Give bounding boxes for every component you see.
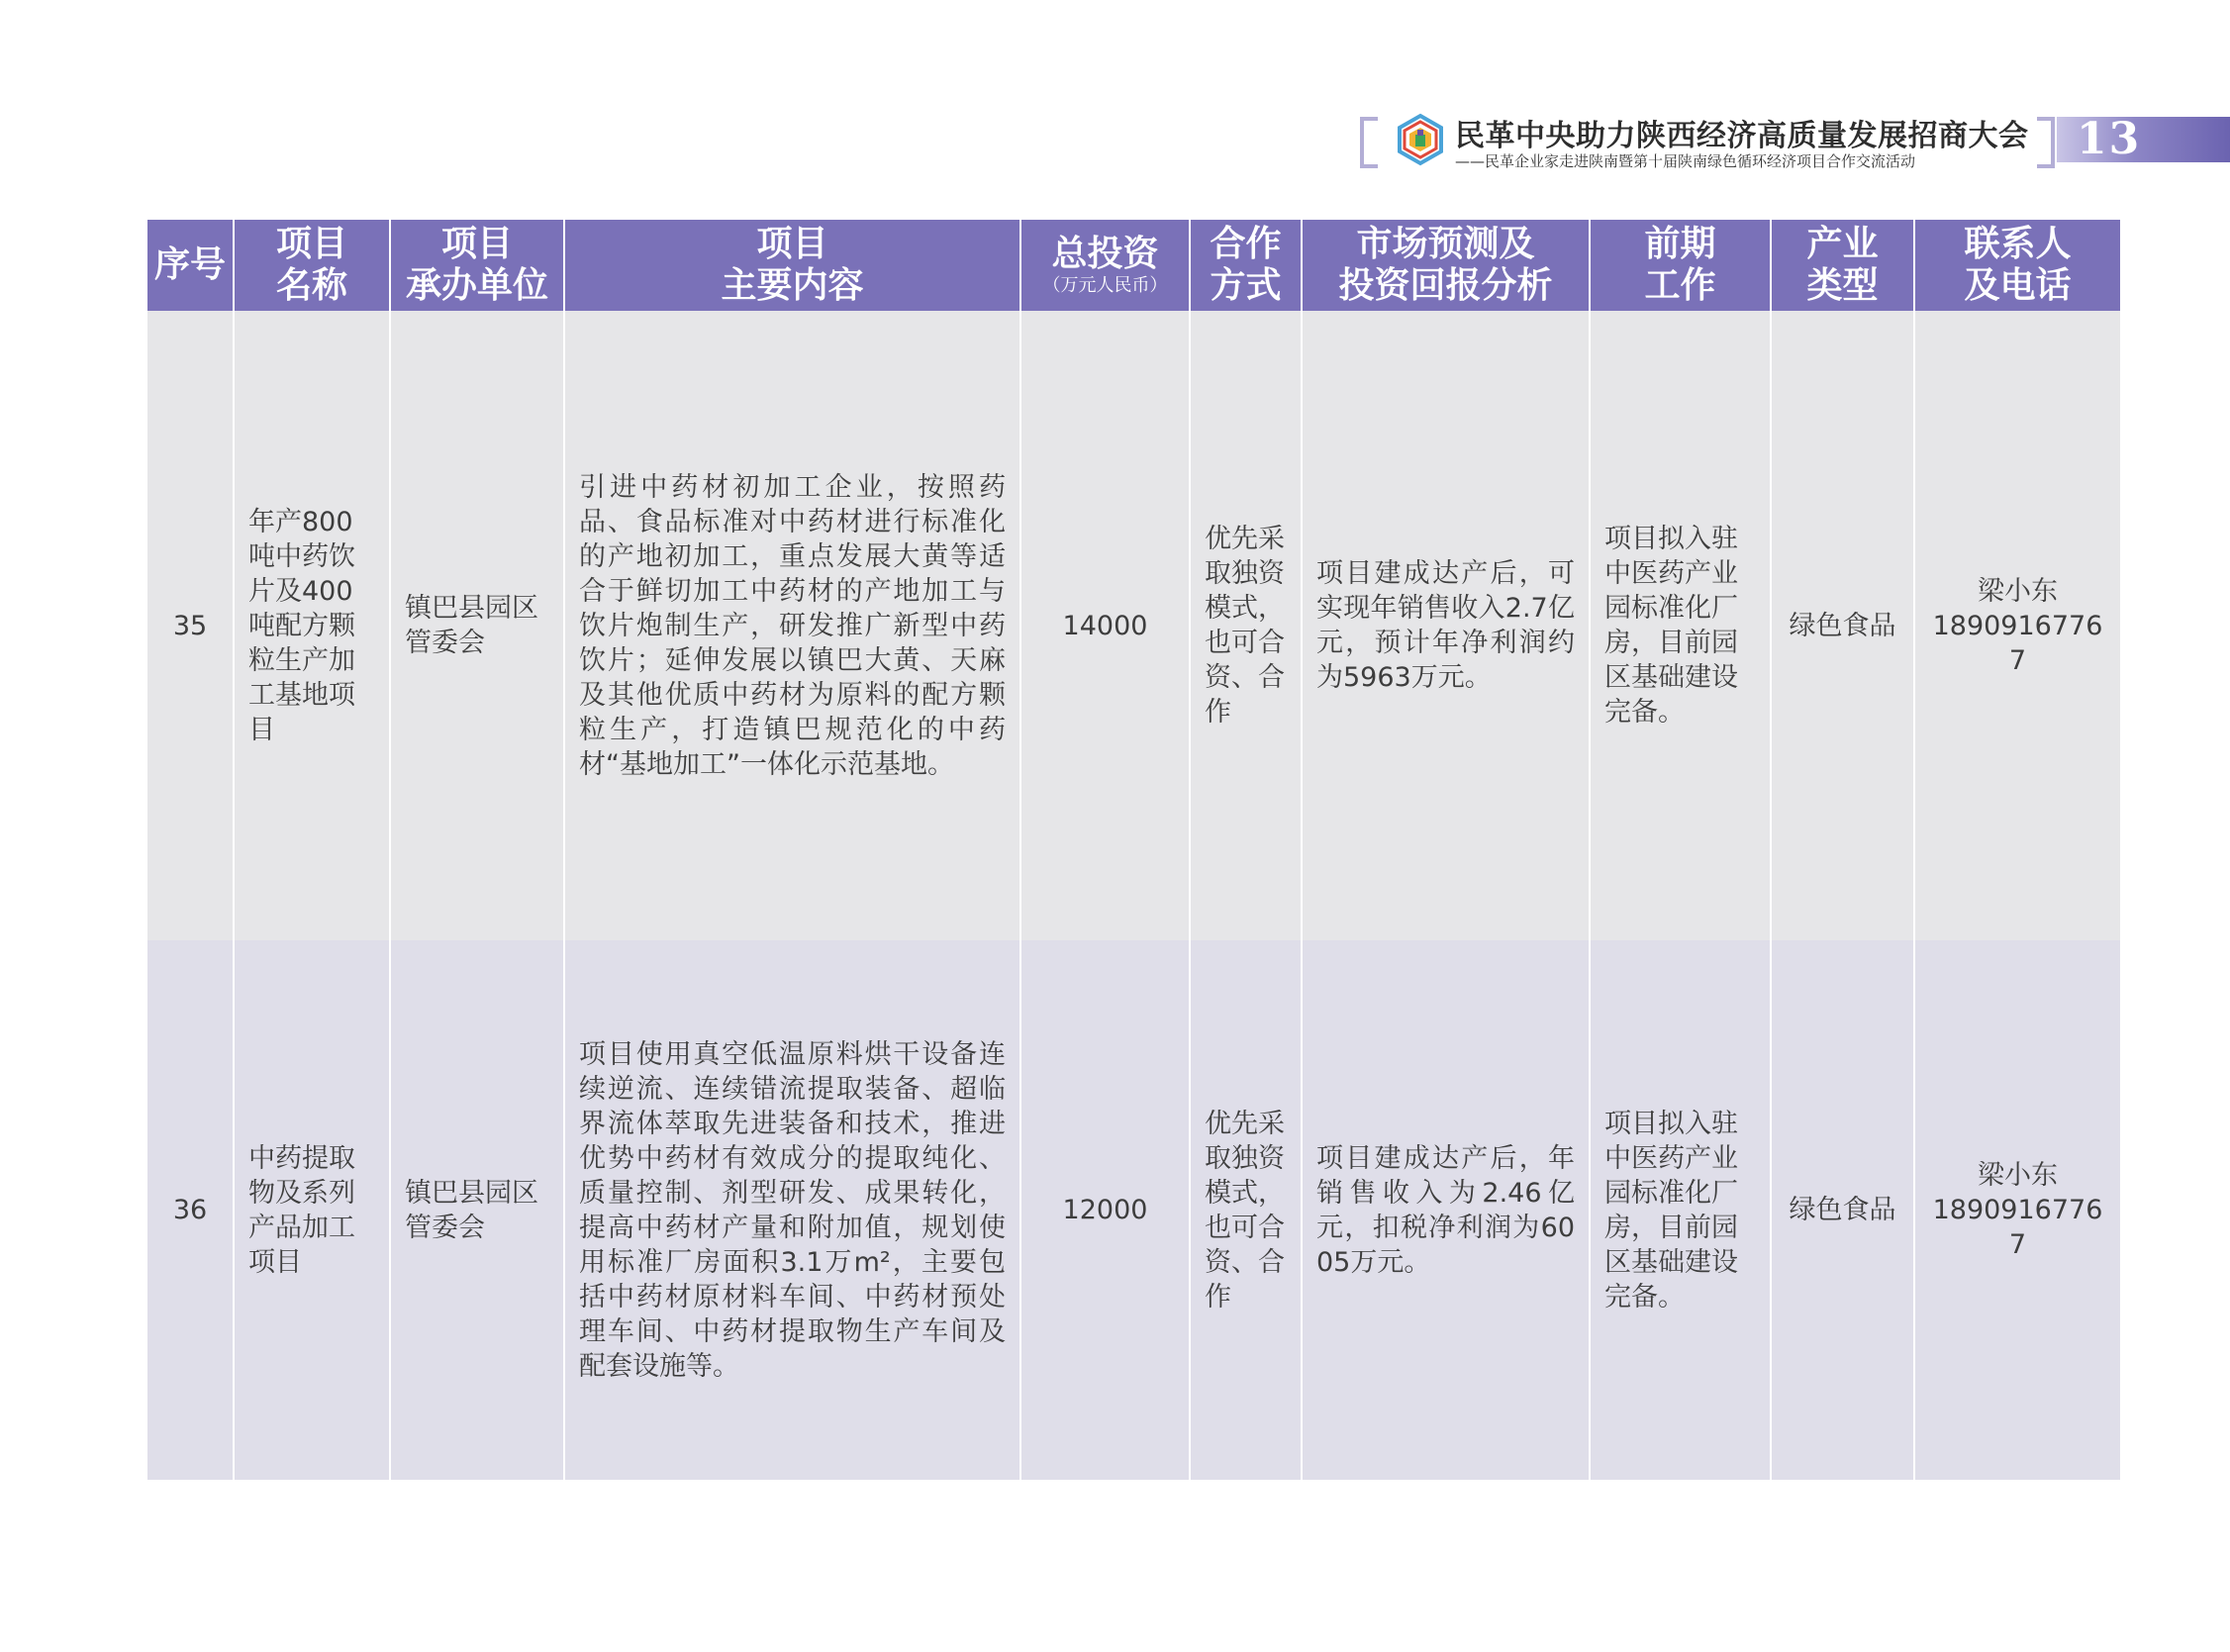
contact-phone: 18909167767 — [1932, 610, 2103, 676]
projects-table — [147, 220, 2120, 1480]
cell-total-investment: 12000 — [1020, 940, 1190, 1480]
header-cooperation: 合作 方式 — [1190, 220, 1302, 311]
table-row — [147, 311, 2120, 940]
conference-subtitle: ——民革企业家走进陕南暨第十届陕南绿色循环经济项目合作交流活动 — [1455, 152, 1916, 170]
cell-contact — [1914, 940, 2120, 1480]
cell-industry-type: 绿色食品 — [1771, 940, 1914, 1480]
cell-contact — [1914, 311, 2120, 940]
contact-name: 梁小东 — [1978, 575, 2058, 607]
cell-project-name: 中药提取物及系列产品加工项目 — [234, 940, 390, 1480]
cell-market-forecast: 项目建成达产后，年销售收入为2.46亿元，扣税净利润为6005万元。 — [1302, 940, 1590, 1480]
cell-main-content: 引进中药材初加工企业，按照药品、食品标准对中药材进行标准化的产地初加工，重点发展大黄等适合于鲜切加工中药材的产地加工与饮片炮制生产，研发推广新型中药饮片；延伸发展以镇巴大黄、天麻及其他优质中药材为原料的配方颗粒生产，打造镇巴规范化的中药材“基地加工”一体化示范基地。 — [564, 311, 1020, 940]
cell-total-investment: 14000 — [1020, 311, 1190, 940]
contact-phone: 18909167767 — [1932, 1195, 2103, 1260]
header-host-unit: 项目 承办单位 — [390, 220, 564, 311]
cell-main-content: 项目使用真空低温原料烘干设备连续逆流、连续错流提取装备、超临界流体萃取先进装备和技术，推进优势中药材有效成分的提取纯化、质量控制、剂型研发、成果转化，提高中药材产量和附加值，规划使用标准厂房面积3.1万m²，主要包括中药材原材料车间、中药材预处理车间、中药材提取物生产车间及配套设施等。 — [564, 940, 1020, 1480]
cell-cooperation: 优先采取独资模式，也可合资、合作 — [1190, 940, 1302, 1480]
cell-host-unit: 镇巴县园区管委会 — [390, 940, 564, 1480]
page-number: 13 — [2057, 117, 2230, 162]
header-industry-type: 产业 类型 — [1771, 220, 1914, 311]
header-contact: 联系人 及电话 — [1914, 220, 2120, 311]
table-row — [147, 940, 2120, 1480]
header-banner — [1356, 111, 2230, 170]
cell-preliminary-work: 项目拟入驻中医药产业园标准化厂房，目前园区基础建设完备。 — [1590, 940, 1771, 1480]
header-preliminary-work: 前期 工作 — [1590, 220, 1771, 311]
cell-market-forecast: 项目建成达产后，可实现年销售收入2.7亿元，预计年净利润约为5963万元。 — [1302, 311, 1590, 940]
cell-project-name: 年产800吨中药饮片及400吨配方颗粒生产加工基地项目 — [234, 311, 390, 940]
table-header-row — [147, 220, 2120, 311]
conference-title: 民革中央助力陕西经济高质量发展招商大会 — [1455, 119, 2029, 153]
cell-no: 36 — [147, 940, 234, 1480]
header-main-content: 项目 主要内容 — [564, 220, 1020, 311]
header-market-forecast: 市场预测及 投资回报分析 — [1302, 220, 1590, 311]
cell-preliminary-work: 项目拟入驻中医药产业园标准化厂房，目前园区基础建设完备。 — [1590, 311, 1771, 940]
contact-name: 梁小东 — [1978, 1160, 2058, 1191]
right-bracket-decoration — [2037, 117, 2055, 168]
header-project-name: 项目 名称 — [234, 220, 390, 311]
cell-cooperation: 优先采取独资模式，也可合资、合作 — [1190, 311, 1302, 940]
left-bracket-decoration — [1360, 117, 1378, 168]
cell-no: 35 — [147, 311, 234, 940]
conference-logo-icon — [1394, 113, 1447, 166]
cell-host-unit: 镇巴县园区管委会 — [390, 311, 564, 940]
cell-industry-type: 绿色食品 — [1771, 311, 1914, 940]
header-total-investment: 总投资 （万元人民币） — [1020, 220, 1190, 311]
header-no: 序号 — [147, 220, 234, 311]
